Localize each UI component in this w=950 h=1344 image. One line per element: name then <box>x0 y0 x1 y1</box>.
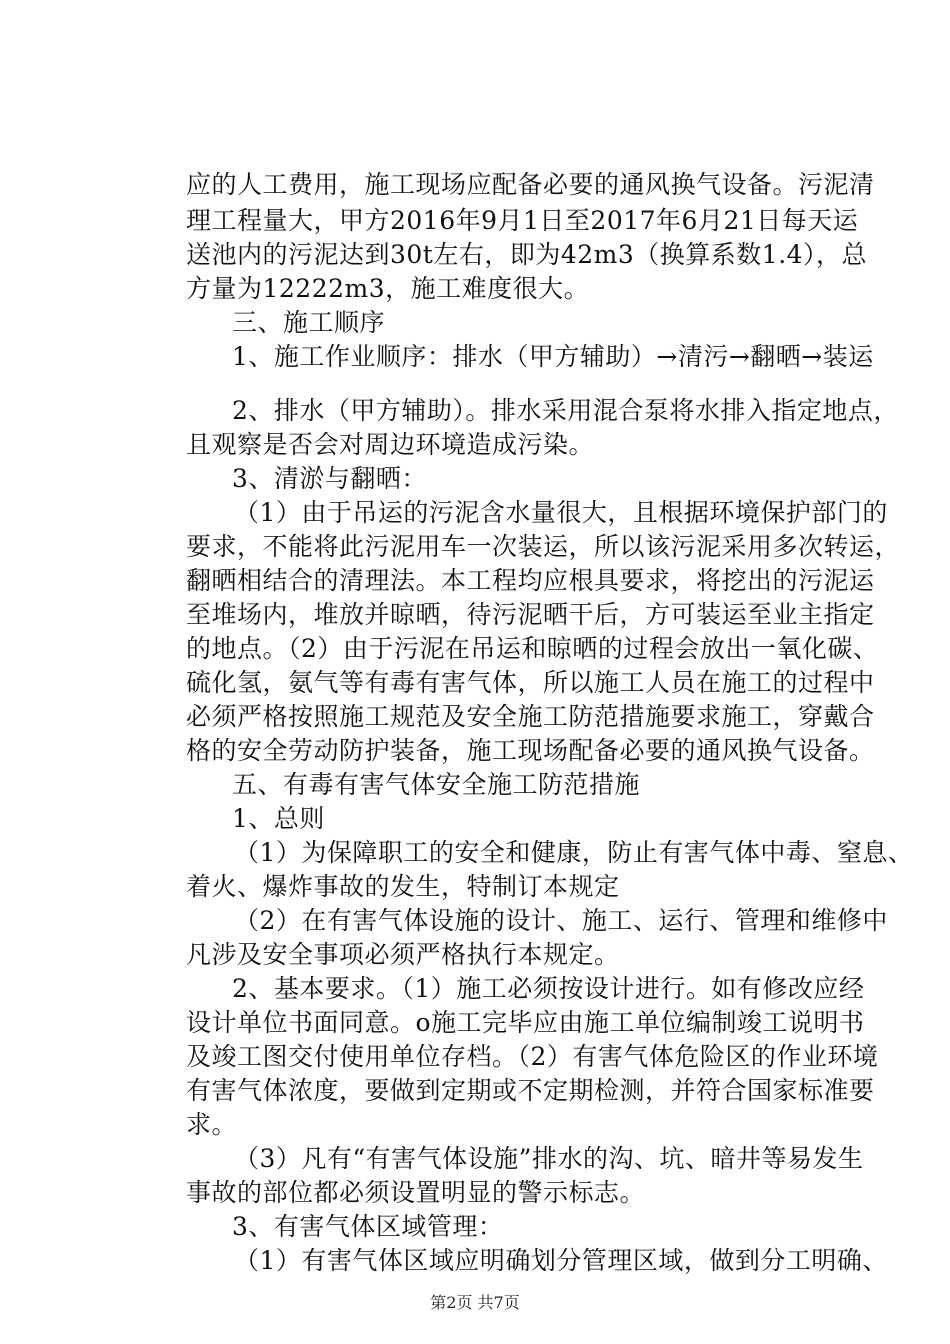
section-heading: 三、施工顺序 <box>232 308 386 337</box>
subsection-heading: 3、有害气体区域管理： <box>232 1212 504 1241</box>
text-line: 至堆场内，堆放并晾晒，待污泥晒干后，方可装运至业主指定 <box>186 600 875 629</box>
page-number-footer: 第2页 共7页 <box>430 1293 520 1312</box>
text-line: 的地点。（2）由于污泥在吊运和晾晒的过程会放出一氧化碳、 <box>186 634 879 663</box>
section-heading: 五、有毒有害气体安全施工防范措施 <box>232 770 641 799</box>
text-line: 事故的部位都必须设置明显的警示标志。 <box>186 1178 646 1207</box>
text-line: 必须严格按照施工规范及安全施工防范措施要求施工，穿戴合 <box>186 702 875 731</box>
text-line: （1）由于吊运的污泥含水量很大，且根据环境保护部门的 <box>234 498 888 527</box>
text-line: 有害气体浓度，要做到定期或不定期检测，并符合国家标准要 <box>186 1076 875 1105</box>
text-line: 着火、爆炸事故的发生，特制订本规定 <box>186 872 620 901</box>
text-line: 及竣工图交付使用单位存档。（2）有害气体危险区的作业环境 <box>186 1042 879 1071</box>
text-line: 求。 <box>186 1110 238 1139</box>
text-line: 2、基本要求。（1）施工必须按设计进行。如有修改应经 <box>232 974 865 1003</box>
text-line: 凡涉及安全事项必须严格执行本规定。 <box>186 940 620 969</box>
text-line: （1）有害气体区域应明确划分管理区域，做到分工明确、 <box>234 1246 888 1275</box>
text-line: 送池内的污泥达到30t左右，即为42m3（换算系数1.4），总 <box>186 240 868 269</box>
text-line: 应的人工费用，施工现场应配备必要的通风换气设备。污泥清 <box>186 170 875 199</box>
text-line: 理工程量大，甲方2016年9月1日至2017年6月21日每天运 <box>186 206 859 235</box>
text-line: 设计单位书面同意。o施工完毕应由施工单位编制竣工说明书 <box>186 1008 865 1037</box>
subsection-heading: 1、总则 <box>232 804 325 833</box>
text-line: 方量为12222m3，施工难度很大。 <box>186 274 590 303</box>
text-line: 2、排水（甲方辅助）。排水采用混合泵将水排入指定地点， <box>232 396 899 425</box>
text-line: 要求，不能将此污泥用车一次装运，所以该污泥采用多次转运， <box>186 532 901 561</box>
text-line: （1）为保障职工的安全和健康，防止有害气体中毒、窒息、 <box>234 838 914 867</box>
subsection-heading: 3、清淤与翻晒： <box>232 464 427 493</box>
text-line: （3）凡有“有害气体设施”排水的沟、坑、暗井等易发生 <box>234 1144 864 1173</box>
text-line: 1、施工作业顺序：排水（甲方辅助）→清污→翻晒→装运 <box>232 342 874 371</box>
text-line: 格的安全劳动防护装备，施工现场配备必要的通风换气设备。 <box>186 736 875 765</box>
text-line: 且观察是否会对周边环境造成污染。 <box>186 430 595 459</box>
text-line: （2）在有害气体设施的设计、施工、运行、管理和维修中 <box>234 906 888 935</box>
text-line: 硫化氢，氨气等有毒有害气体，所以施工人员在施工的过程中 <box>186 668 875 697</box>
text-line: 翻晒相结合的清理法。本工程均应根具要求，将挖出的污泥运 <box>186 566 875 595</box>
